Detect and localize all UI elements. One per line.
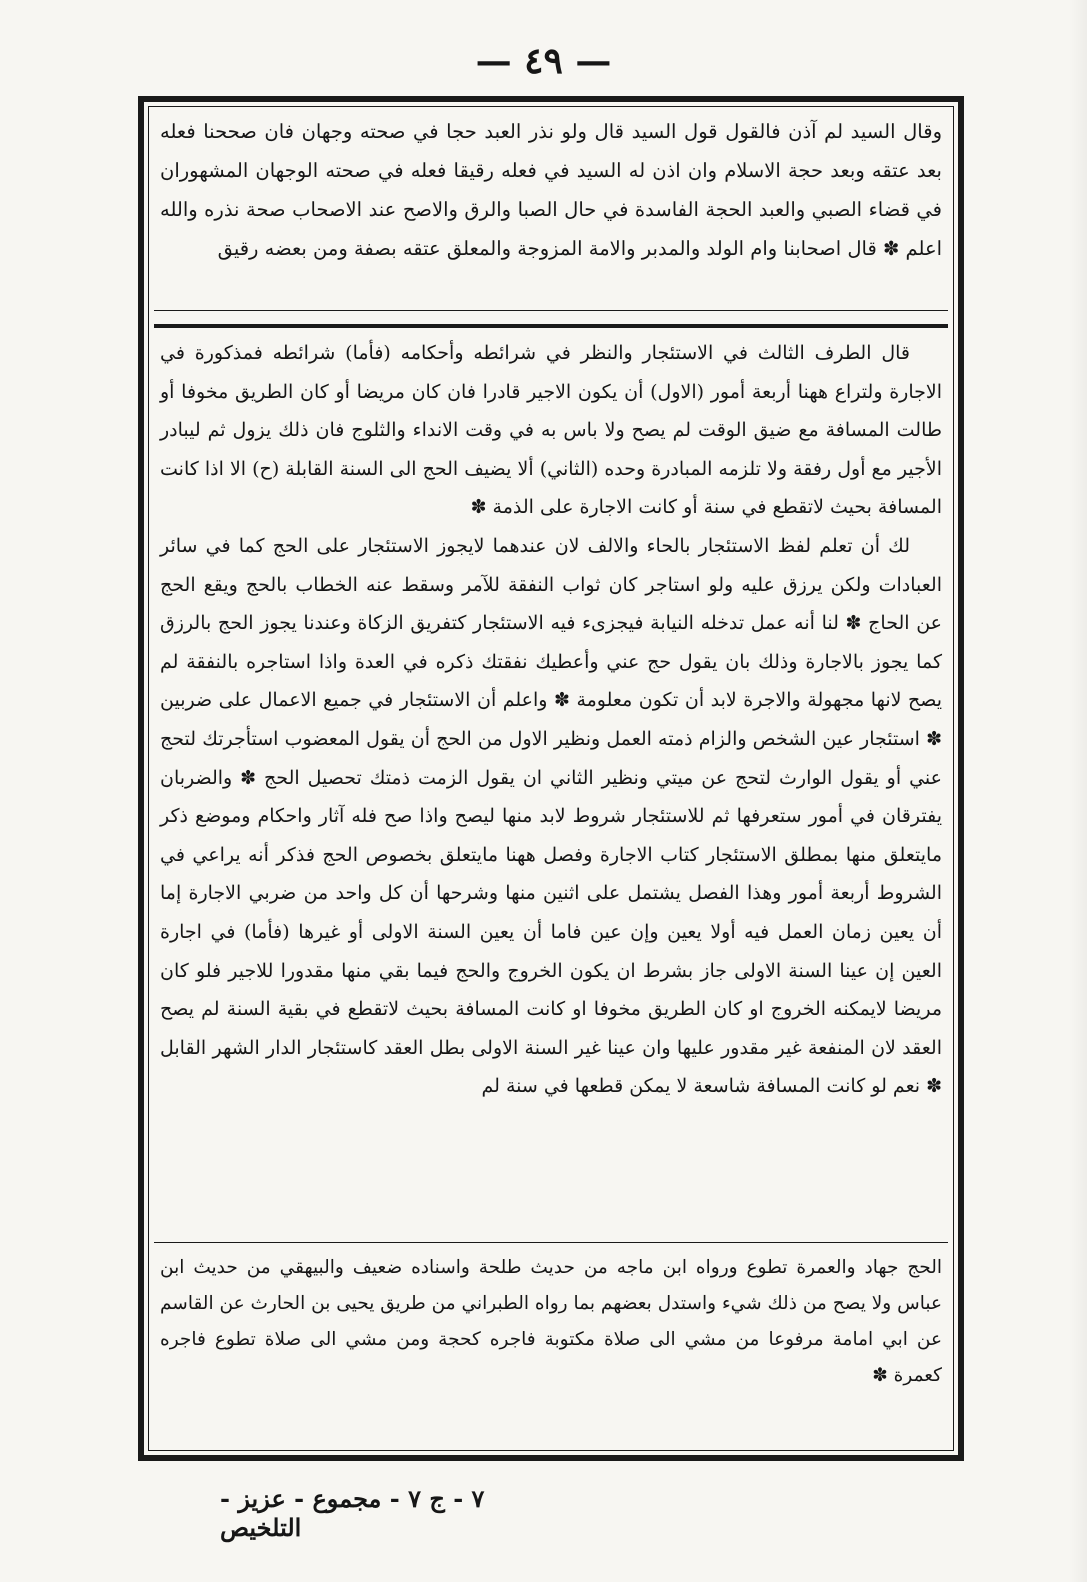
main-paragraph-2: لك أن تعلم لفظ الاستئجار بالحاء والالف لان عندهما لايجوز الاستئجار على الحج كما في سائر العبادات ولكن يرزق عليه ولو استاجر كان ثواب النفقة للآمر وسقط عنه الخطاب بالحج ويقع الحج عن الحاج ✽ لنا أنه عمل تدخله النيابة فيجزىء فيه الاستئجار كتفريق الزكاة وعندنا يجوز الحج بالرزق كما يجوز بالاجارة وذلك بان يقول حج عني وأعطيك نفقتك ذكره في العدة واذا استاجره بالنفقة لم يصح لانها مجهولة والاجرة لابد أن تكون معلومة ✽ واعلم أن الاستئجار في جميع الاعمال على ضربين ✽ استئجار عين الشخص والزام ذمته العمل ونظير الاول من الحج أن يقول المعضوب استأجرتك لتحج عني أو يقول الوارث لتحج عن ميتي ونظير الثاني ان يقول الزمت ذمتك تحصيل الحج ✽ والضربان يفترقان في أمور ستعرفها ثم للاستئجار شروط لابد منها ليصح واذا صح فله آثار واحكام وموضع ذكر مايتعلق منها بمطلق الاستئجار كتاب الاجارة وفصل ههنا مايتعلق بخصوص الحج فذكر أنه يراعي في الشروط أربعة أمور وهذا الفصل يشتمل على اثنين منها وشرحها أن كل واحد من ضربي الاجارة إما أن يعين زمان العمل فيه أولا يعين وإن عين فاما أن يعين السنة الاولى أو غيرها (فأما) في اجارة العين إن عينا السنة الاولى جاز بشرط ان يكون الخروج والحج فيما بقي منها مقدورا للاجير فلو كان مريضا لايمكنه الخروج او كان الطريق مخوفا او كانت المسافة بحيث لاتقطع في بقية السنة لم يصح العقد لان المنفعة غير مقدور عليها وان عينا غير السنة الاولى بطل العقد كاستئجار الدار الشهر القابل ✽ نعم لو كانت المسافة شاسعة لا يمكن قطعها في سنة لم — [160, 534, 942, 1098]
page-edge-shadow — [1069, 0, 1087, 1582]
footnote-section — [160, 1250, 942, 1394]
page-number: — ٤٩ — — [475, 40, 612, 82]
section-divider-thick — [154, 324, 948, 328]
footnote-paragraph: الحج جهاد والعمرة تطوع ورواه ابن ماجه من حديث طلحة واسناده ضعيف والبيهقي من حديث ابن عباس ولا يصح من ذلك شيء واستدل بعضهم بما رواه الطبراني من طريق يحيى بن الحارث عن القاسم عن ابي امامة مرفوعا من مشي الى صلاة مكتوبة فاجره كحجة ومن مشي الى صلاة تطوع فاجره كعمرة ✽ — [160, 1257, 942, 1386]
signature-label: ٧ - ج ٧ - مجموع - عزيز - التلخيص — [220, 1484, 485, 1542]
main-paragraph-1: قال الطرف الثالث في الاستئجار والنظر في شرائطه وأحكامه (فأما) شرائطه فمذكورة في الاجارة ولتراع ههنا أربعة أمور (الاول) أن يكون الاجير قادرا فان كان مريضا أو كان الطريق مخوفا أو طالت المسافة مع ضيق الوقت لم يصح ولا باس به في وقت الانداء والثلوج فان ذلك يزول ثم ليبادر الأجير مع أول رفقة ولا تلزمه المبادرة وحده (الثاني) ألا يضيف الحج الى السنة القابلة (ح) الا اذا كانت المسافة بحيث لاتقطع في سنة أو كانت الاجارة على الذمة ✽ — [160, 342, 942, 519]
text-frame — [138, 96, 964, 1461]
footnote-divider — [154, 1242, 948, 1243]
main-text-section — [160, 334, 942, 1106]
top-paragraph: وقال السيد لم آذن فالقول قول السيد قال ولو نذر العبد حجا في صحته وجهان فان صححنا فعله بعد عتقه وبعد حجة الاسلام وان اذن له السيد في فعله رقيقا فعله في صحته الوجهان المشهوران في قضاء الصبي والعبد الحجة الفاسدة في حال الصبا والرق والاصح عند الاصحاب صحة نذره والله اعلم ✽ قال اصحابنا وام الولد والمدبر والامة المزوجة والمعلق عتقه بصفة ومن بعضه رقيق — [160, 120, 942, 260]
section-divider-thin — [154, 310, 948, 311]
top-commentary-section — [160, 112, 942, 268]
